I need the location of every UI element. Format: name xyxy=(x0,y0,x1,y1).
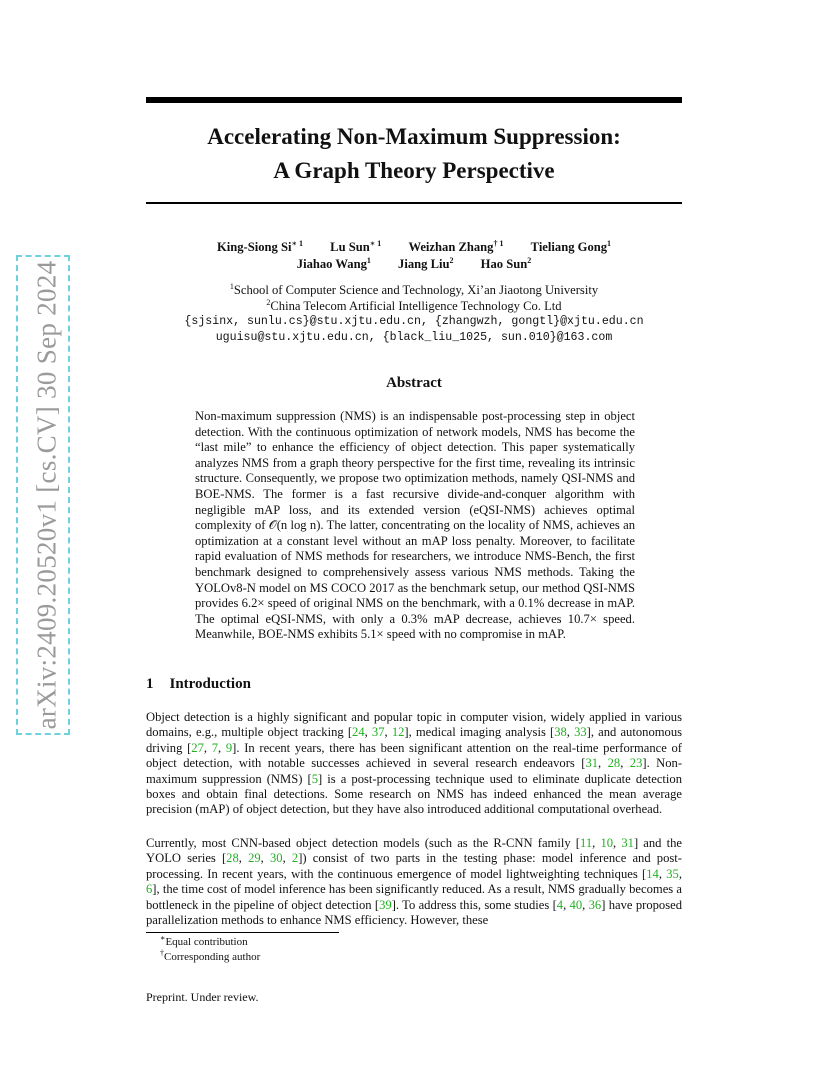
citation-link[interactable]: 23 xyxy=(629,756,643,771)
abstract-text: Non-maximum suppression (NMS) is an indispensable post-processing step in object detection. With the continuous optimization of network models, NMS has become the “last mile” to enhance the efficiency of object detection. This paper systematically analyzes NMS from a graph theory perspective for the first time, revealing its intrinsic structure. Consequently, we propose two optimization methods, namely QSI-NMS and BOE-NMS. The former is a fast recursive divide-and-conquer algorithm with negligible mAP loss, and its extended version (eQSI-NMS) achieves optimal complexity of 𝒪(n log n). The latter, concentrating on the locality of NMS, achieves an optimization at a constant level without an mAP loss penalty. Moreover, to facilitate rapid evaluation of NMS methods for researchers, we introduce NMS-Bench, the first benchmark designed to comprehensively assess various NMS methods. Taking the YOLOv8-N model on MS COCO 2017 as the benchmark setup, our method QSI-NMS provides 6.2× speed of original NMS on the benchmark, with a 0.1% decrease in mAP. The optimal eQSI-NMS, with only a 0.3% mAP decrease, achieves 10.7× speed. Meanwhile, BOE-NMS exhibits 5.1× speed with no compromise in mAP. xyxy=(195,409,635,642)
author-row-1 xyxy=(146,239,682,255)
citation-link[interactable]: 29 xyxy=(248,851,261,866)
citation-link[interactable]: 28 xyxy=(607,756,621,771)
citation-link[interactable]: 9 xyxy=(225,740,233,755)
title-line-1: Accelerating Non-Maximum Suppression: xyxy=(207,124,621,149)
citation-link[interactable]: 4 xyxy=(556,897,564,912)
title-line-2: A Graph Theory Perspective xyxy=(273,158,555,183)
citation-link[interactable]: 28 xyxy=(226,851,239,866)
citation-link[interactable]: 33 xyxy=(574,725,587,740)
paper-title xyxy=(146,120,682,188)
affiliation-2: $^2$China Telecom Artificial Intelligence Technology Co. Ltd xyxy=(266,297,562,313)
title-bottom-rule xyxy=(146,202,682,204)
citation-link[interactable]: 36 xyxy=(588,897,602,912)
author: Hao Sun$^2$ xyxy=(480,255,532,271)
citation-link[interactable]: 5 xyxy=(311,771,318,786)
citation-link[interactable]: 24 xyxy=(352,725,365,740)
citation-link[interactable]: 6 xyxy=(146,882,153,897)
section-title: Introduction xyxy=(169,676,251,692)
abstract-heading: Abstract xyxy=(386,375,442,391)
author: King-Siong $Si^{∗ 1}$ xyxy=(216,238,304,254)
affiliations xyxy=(146,282,682,346)
author: Jiang Liu$^2$ xyxy=(398,255,454,271)
email-line-1[interactable]: {sjsinx, sunlu.cs}@stu.xjtu.edu.cn, {zhangwzh, gongtl}@xjtu.edu.cn xyxy=(184,315,644,328)
intro-paragraph-2: Currently, most CNN-based object detection models (such as the R-CNN family [11, 10, 31] and the YOLO series [28, 29, 30, 2]) consist of two parts in the testing phase: model inference and post-processing. In recent years, with the continuous emergence of model lightweighting techniques [14, 35, 6], the time cost of model inference has been significantly reduced. As a result, NMS gradually becomes a bottleneck in the pipeline of object detection [39]. To address this, some studies [4, 40, 36] have proposed parallelization methods to enhance NMS efficiency. However, these xyxy=(146,836,683,928)
author-row-2 xyxy=(146,256,682,272)
section-heading xyxy=(146,676,251,693)
citation-link[interactable]: 27 xyxy=(191,740,204,755)
footnote-1: ∗Equal contribution xyxy=(160,933,248,948)
email-line-2[interactable]: uguisu@stu.xjtu.edu.cn, {black_liu_1025, sun.010}@163.com xyxy=(215,331,613,344)
preprint-footer: Preprint. Under review. xyxy=(146,990,259,1004)
author: Jiahao Wang$^1$ xyxy=(296,255,371,271)
citation-link[interactable]: 38 xyxy=(554,725,567,740)
citation-link[interactable]: 30 xyxy=(269,851,283,866)
arxiv-stamp[interactable]: arXiv:2409.20520v1 [cs.CV] 30 Sep 2024 xyxy=(31,260,62,730)
author: Tieliang Gong$^1$ xyxy=(530,238,612,254)
citation-link[interactable]: 11 xyxy=(579,836,593,850)
intro-paragraph-1: Object detection is a highly significant and popular topic in computer vision, widely applied in various domains, e.g., multiple object tracking [24, 37, 12], medical imaging analysis [38, 33], and autonomous driving [27, 7, 9]. In recent years, there has been significant attention on the real-time performance of object detection, with notable successes achieved in several research endeavors [31, 28, 23]. Non-maximum suppression (NMS) [5] is a post-processing technique used to eliminate duplicate detection boxes and obtain final detections. Some research on NMS has indeed enhanced the mean average precision (mAP) of object detection, but they have also introduced additional computational overhead. xyxy=(146,710,683,817)
citation-link[interactable]: 35 xyxy=(666,866,679,881)
citation-link[interactable]: 40 xyxy=(569,897,583,912)
citation-link[interactable]: 39 xyxy=(379,897,392,912)
section-number: 1 xyxy=(146,676,154,692)
footnote-rule xyxy=(146,932,339,933)
author: Weizhan Zhang$^{\dagger 1}$ xyxy=(408,238,504,254)
citation-link[interactable]: 12 xyxy=(391,725,405,740)
citation-link[interactable]: 10 xyxy=(600,836,614,850)
citation-link[interactable]: 14 xyxy=(646,866,659,881)
citation-link[interactable]: 2 xyxy=(291,851,299,866)
citation-link[interactable]: 31 xyxy=(621,836,634,850)
citation-link[interactable]: 7 xyxy=(211,740,219,755)
citation-link[interactable]: 31 xyxy=(585,756,599,771)
author: Lu Sun$^{∗ 1}$ xyxy=(330,238,382,254)
footnote-2: †Corresponding author xyxy=(160,948,261,963)
title-top-rule xyxy=(146,97,682,103)
affiliation-1: $^1$School of Computer Science and Technology, Xi’an Jiaotong University xyxy=(229,281,599,297)
citation-link[interactable]: 37 xyxy=(371,725,385,740)
